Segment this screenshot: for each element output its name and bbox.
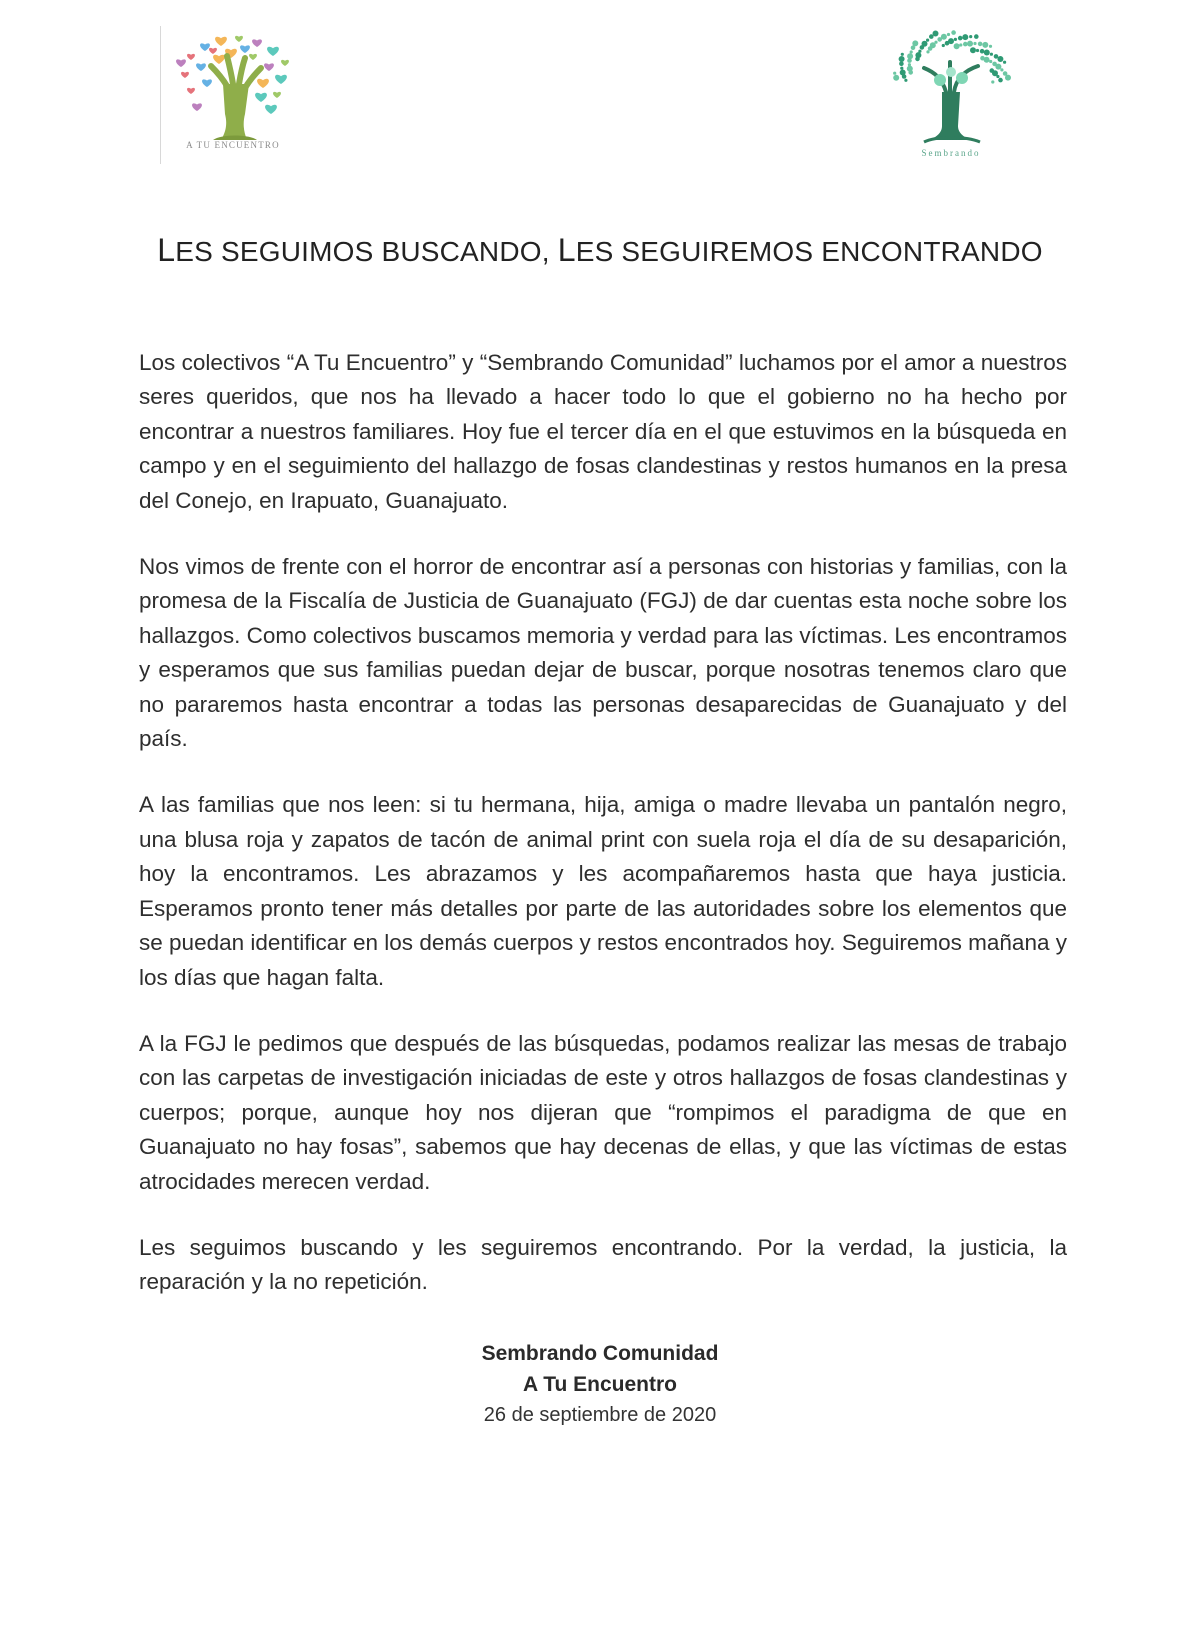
title-part-1: ES SEGUIMOS BUSCANDO, <box>175 236 558 267</box>
heart-icon <box>196 63 206 71</box>
heart-icon <box>213 55 225 64</box>
leaf-icon <box>970 47 976 53</box>
heart-icon <box>202 79 212 87</box>
leaf-icon <box>976 49 979 52</box>
leaf-icon <box>1003 61 1006 64</box>
heart-icon <box>257 79 269 88</box>
leaf-icon <box>951 30 956 35</box>
signature-org-a-tu-encuentro: A Tu Encuentro <box>523 1373 677 1396</box>
green-tree-icon <box>884 22 1018 162</box>
document-body <box>139 346 1067 1332</box>
heart-icon <box>200 43 210 51</box>
leaf-icon <box>899 56 905 62</box>
leaf-icon <box>915 57 920 62</box>
leaf-icon <box>980 56 985 61</box>
leaf-icon <box>908 70 913 75</box>
heart-icon <box>252 39 262 47</box>
heart-icon <box>275 75 287 84</box>
leaf-icon <box>973 42 976 45</box>
leaf-icon <box>893 75 899 81</box>
leaf-icon <box>990 53 993 56</box>
leaf-icon <box>959 43 962 46</box>
heart-icon <box>265 105 277 114</box>
signature-org-sembrando: Sembrando Comunidad <box>481 1342 719 1365</box>
heart-icon <box>273 92 281 98</box>
title-initial-2: L <box>557 232 576 268</box>
signature-block <box>0 1338 1200 1431</box>
heart-icon <box>176 59 186 67</box>
leaf-icon <box>942 44 945 47</box>
heart-icon <box>281 60 289 66</box>
leaf-icon <box>945 41 950 46</box>
leaf-icon <box>937 37 942 42</box>
heart-icon <box>181 72 189 78</box>
leaf-icon <box>978 42 983 47</box>
leaf-icon <box>992 62 997 67</box>
leaf-icon <box>893 72 896 75</box>
heart-icon <box>209 48 217 54</box>
leaf-icon <box>920 45 925 50</box>
leaf-icon <box>901 53 904 56</box>
heart-icon <box>215 37 227 46</box>
leaf-icon <box>974 34 979 39</box>
leaf-icon <box>954 43 960 49</box>
leaf-icon <box>994 54 999 59</box>
body-paragraph-5: Les seguimos buscando y les seguiremos encontrando. Por la verdad, la justicia, la reparación y la no repetición. <box>139 1234 1067 1295</box>
leaf-icon <box>1003 71 1008 76</box>
leaf-icon <box>947 33 950 36</box>
leaf-icon <box>967 41 973 47</box>
leaf-icon <box>926 50 929 53</box>
title-part-2: ES SEGUIREMOS ENCONTRANDO <box>575 236 1043 267</box>
leaf-icon <box>958 36 963 41</box>
heart-icon <box>235 36 243 42</box>
leaf-icon <box>954 38 957 41</box>
leaf-icon <box>963 42 968 47</box>
leaf-icon <box>907 58 912 63</box>
signature-date: 26 de septiembre de 2020 <box>483 1404 717 1426</box>
title-initial-1: L <box>157 232 176 268</box>
heart-icon <box>187 54 195 60</box>
leaf-icon <box>933 31 939 37</box>
heart-icon <box>267 47 279 56</box>
sembrando-logo-text: Sembrando <box>921 148 981 158</box>
leaf-icon <box>990 68 995 73</box>
body-paragraph-1: Los colectivos “A Tu Encuentro” y “Sembrando Comunidad” luchamos por el amor a nuestros seres queridos, que nos ha llevado a hacer todo lo que el gobierno no ha hecho por encontrar a nuestros familiares. Hoy fue el tercer día en el que estuvimos en la búsqueda en campo y en el seguimiento del hallazgo de fosas clandestinas y restos humanos en la presa del Conejo, en Irapuato, Guanajuato. <box>139 350 1067 513</box>
leaf-icon <box>980 49 985 54</box>
leaf-icon <box>997 56 1003 62</box>
heart-icon <box>187 88 195 94</box>
leaf-icon <box>989 45 992 48</box>
leaf-icon <box>926 39 929 42</box>
leaf-icon <box>998 78 1003 83</box>
body-paragraph-2: Nos vimos de frente con el horror de encontrar así a personas con historias y familias, con la promesa de la Fiscalía de Justicia de Guanajuato (FGJ) de dar cuentas esta noche sobre los hallazgos. Como colectivos buscamos memoria y verdad para las víctimas. Les encontramos y esperamos que sus familias puedan dejar de buscar, porque nosotras tenemos claro que no pararemos hasta encontrar a todas las personas desaparecidas de Guanajuato y del país. <box>139 554 1067 752</box>
heart-icon <box>249 54 257 60</box>
heart-icon <box>264 63 274 71</box>
body-paragraph-4: A la FGJ le pedimos que después de las búsquedas, podamos realizar las mesas de trabajo con las carpetas de investigación iniciadas de este y otros hallazgos de fosas clandestinas y cuerpos; porque, aunque hoy nos dijeran que “rompimos el paradigma de que en Guanajuato no hay fosas”, sabemos que hay decenas de ellas, y que las víctimas de estas atrocidades merecen verdad. <box>139 1030 1067 1194</box>
leaf-icon <box>911 45 916 50</box>
leaf-icon <box>900 67 903 70</box>
heart-icon <box>192 103 202 111</box>
leaf-icon <box>929 34 934 39</box>
a-tu-encuentro-logo <box>160 26 305 164</box>
leaf-icon <box>910 50 913 53</box>
leaf-icon <box>969 35 972 38</box>
document-title <box>0 232 1200 269</box>
leaf-icon <box>904 79 907 82</box>
heart-icon <box>255 93 267 102</box>
leaf-icon <box>984 50 990 56</box>
leaf-icon <box>989 60 992 63</box>
heart-icon <box>240 45 250 53</box>
leaf-icon <box>962 34 968 40</box>
leaf-icon <box>899 61 904 66</box>
leaf-icon <box>902 74 907 79</box>
sembrando-comunidad-logo <box>884 22 1018 162</box>
body-paragraph-3: A las familias que nos leen: si tu hermana, hija, amiga o madre llevaba un pantalón negro, una blusa roja y zapatos de tacón de animal print con suela roja el día de su desaparición, hoy la encontramos. Les abrazamos y les acompañaremos hasta que haya justicia. Esperamos pronto tener más detalles por parte de las autoridades sobre los elementos que se puedan identificar en los demás cuerpos y restos encontrados hoy. Seguiremos mañana y los días que hagan falta. <box>139 792 1067 990</box>
leaf-icon <box>928 46 933 51</box>
leaf-icon <box>982 42 988 48</box>
leaf-icon <box>991 80 994 83</box>
leaf-icon <box>1000 68 1003 71</box>
hand-tree-icon <box>161 26 305 164</box>
a-tu-encuentro-logo-text: A TU ENCUENTRO <box>186 140 280 150</box>
